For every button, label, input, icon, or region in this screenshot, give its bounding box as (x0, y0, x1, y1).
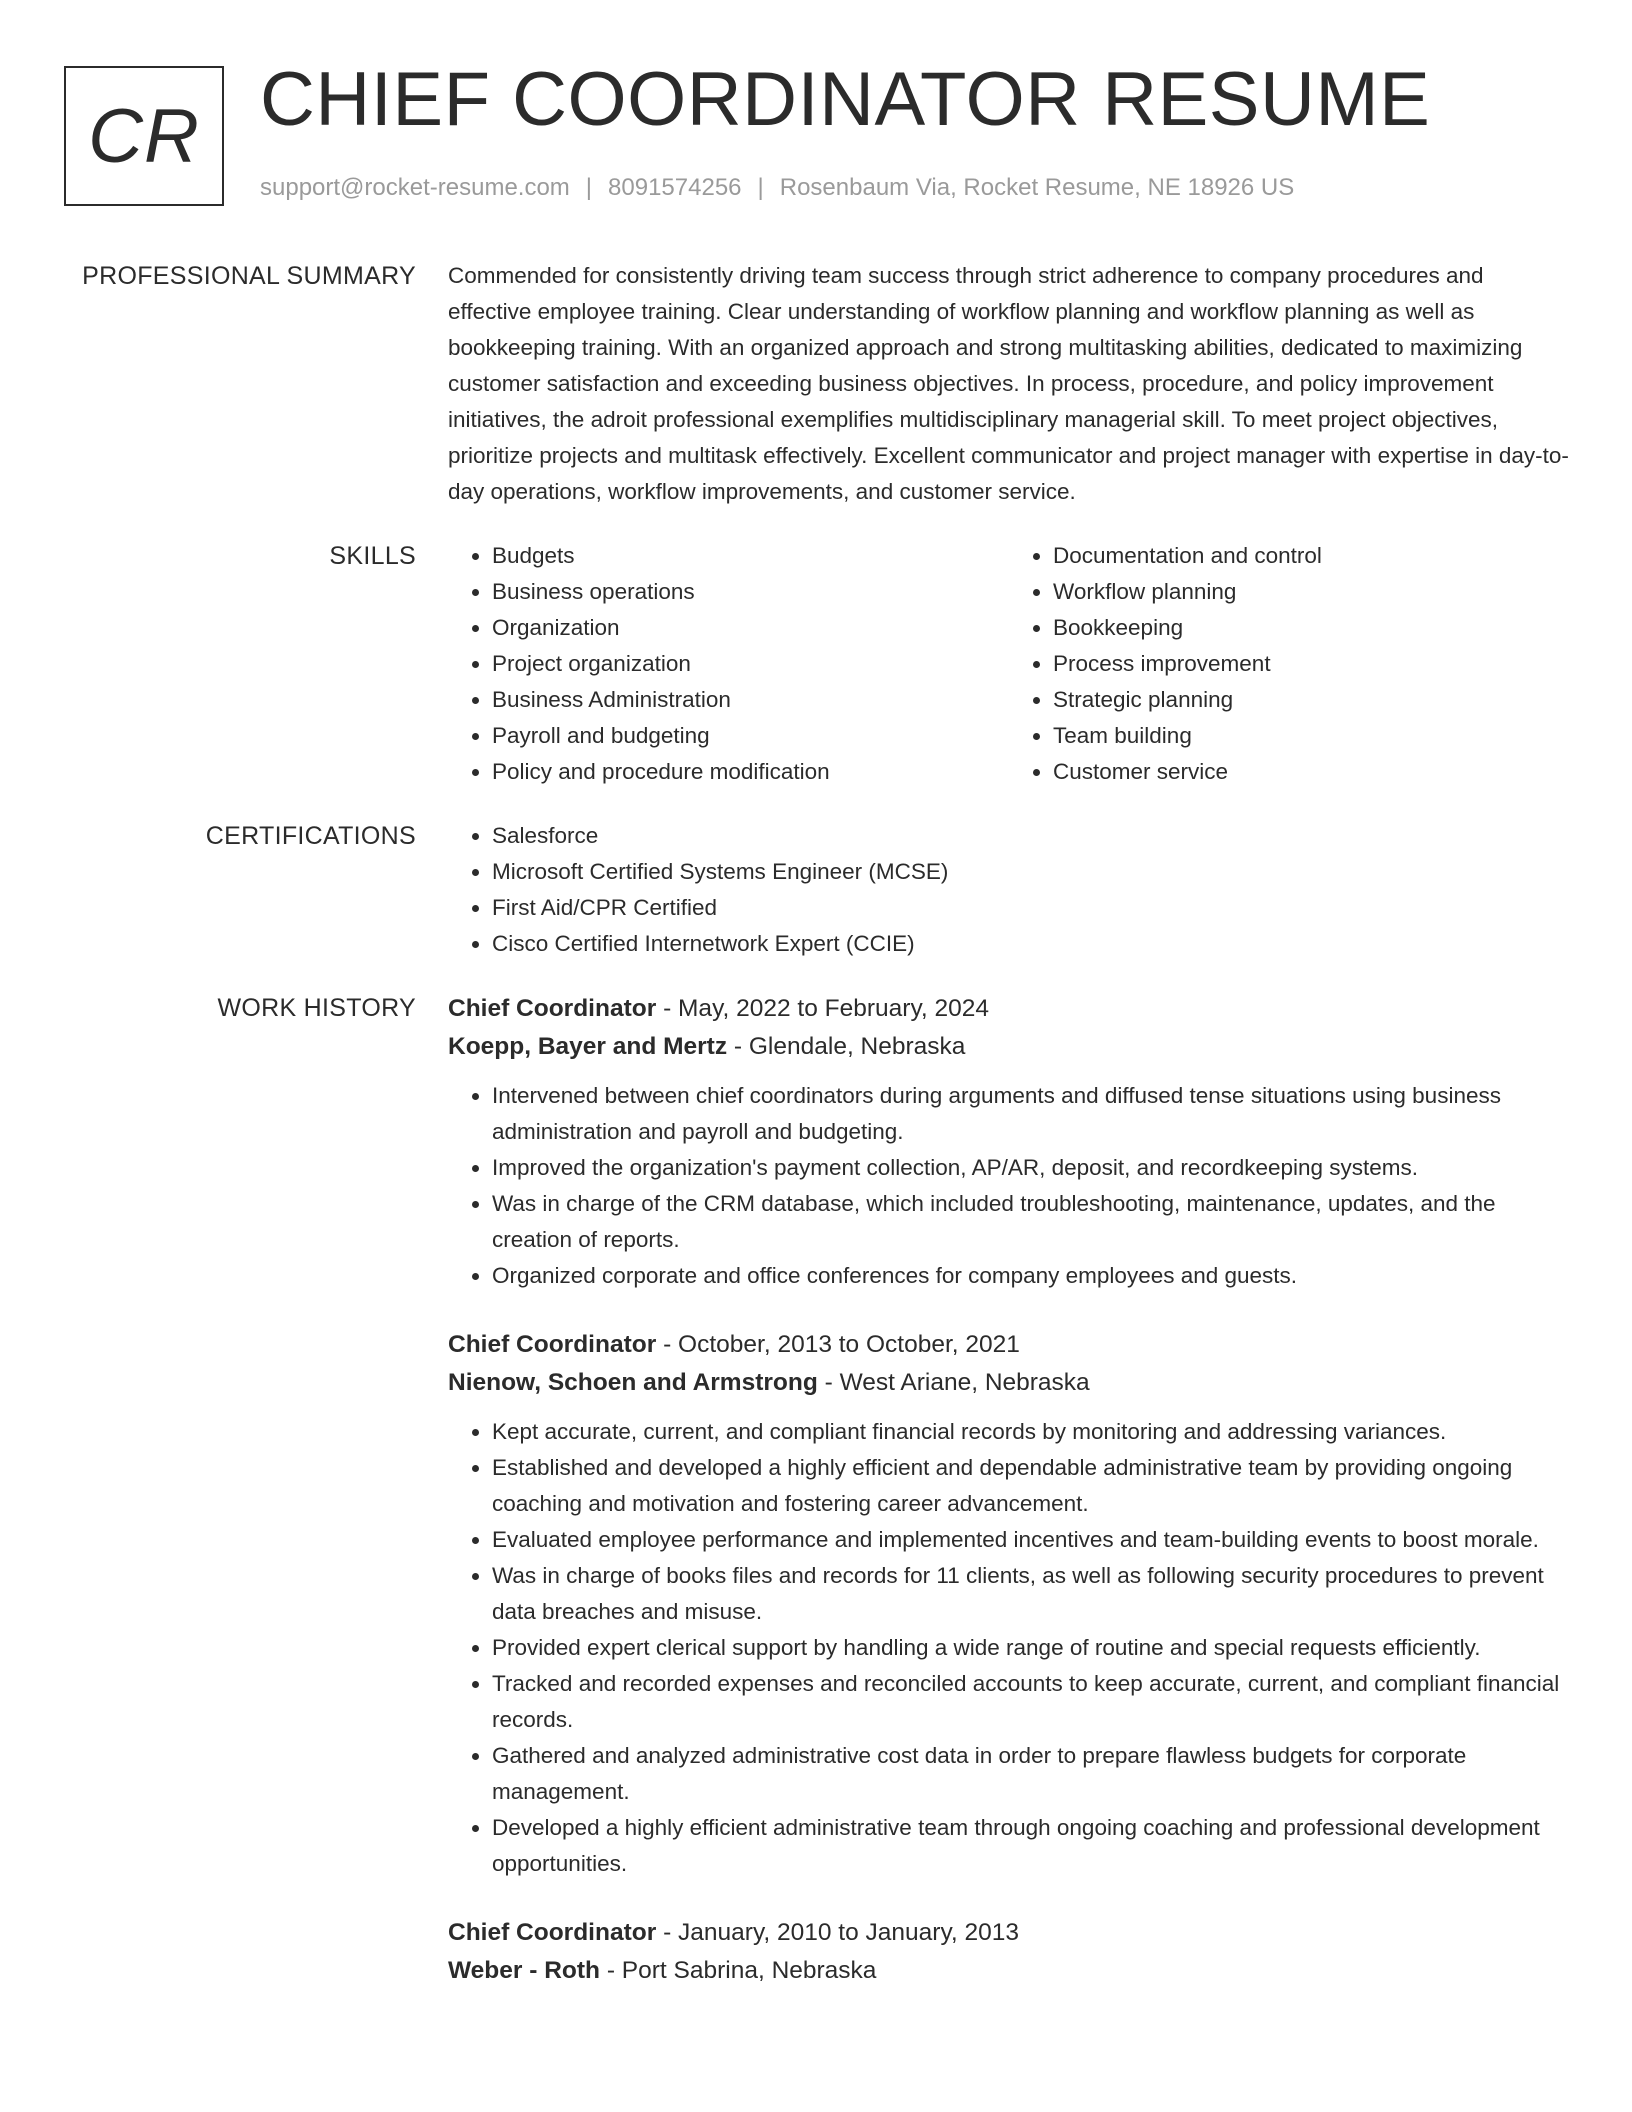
skill-item: • Payroll and budgeting (492, 718, 1009, 754)
job-bullet-list (448, 1078, 1570, 1294)
job-title: Chief Coordinator (448, 1331, 657, 1358)
job-dates: - May, 2022 to February, 2024 (663, 995, 989, 1022)
job-location: - Port Sabrina, Nebraska (606, 1957, 877, 1984)
job-entry (448, 990, 1570, 1294)
job-bullet: • Was in charge of the CRM database, which included troubleshooting, maintenance, updates, and the creation of reports. (492, 1186, 1570, 1258)
job-bullet-list (448, 1414, 1570, 1882)
job-title-line (448, 1326, 1570, 1364)
job-company-line (448, 1028, 1570, 1066)
skill-item: • Workflow planning (1053, 574, 1570, 610)
job-dates: - January, 2010 to January, 2013 (663, 1919, 1019, 1946)
skill-item: • Project organization (492, 646, 1009, 682)
section-label-certifications: CERTIFICATIONS (205, 822, 416, 850)
skill-item: • Business operations (492, 574, 1009, 610)
job-bullet: • Tracked and recorded expenses and reconciled accounts to keep accurate, current, and compliant financial records. (492, 1666, 1570, 1738)
job-location: - West Ariane, Nebraska (824, 1369, 1090, 1396)
job-bullet: • Intervened between chief coordinators during arguments and diffused tense situations using business administration and payroll and budgeting. (492, 1078, 1570, 1150)
section-label-summary: PROFESSIONAL SUMMARY (82, 262, 416, 290)
job-bullet: • Was in charge of books files and records for 11 clients, as well as following security procedures to prevent data breaches and misuse. (492, 1558, 1570, 1630)
job-entry (448, 1326, 1570, 1882)
work-history-body (448, 990, 1570, 1990)
section-label-work-history: WORK HISTORY (217, 994, 416, 1022)
job-bullet: • Kept accurate, current, and compliant financial records by monitoring and addressing variances. (492, 1414, 1570, 1450)
certification-item: • Microsoft Certified Systems Engineer (MCSE) (492, 854, 1570, 890)
skill-item: • Policy and procedure modification (492, 754, 1009, 790)
summary-section (0, 258, 1632, 510)
skill-item: • Customer service (1053, 754, 1570, 790)
job-bullet: • Evaluated employee performance and implemented incentives and team-building events to boost morale. (492, 1522, 1570, 1558)
contact-phone: 8091574256 (608, 174, 742, 201)
job-bullet: • Improved the organization's payment collection, AP/AR, deposit, and recordkeeping systems. (492, 1150, 1570, 1186)
job-title-line (448, 990, 1570, 1028)
work-history-section (0, 990, 1632, 1990)
skill-item: • Organization (492, 610, 1009, 646)
job-bullet: • Established and developed a highly efficient and dependable administrative team by providing ongoing coaching and motivation and fostering career advancement. (492, 1450, 1570, 1522)
skills-section (0, 538, 1632, 790)
skill-item: • Team building (1053, 718, 1570, 754)
certification-item: • Cisco Certified Internetwork Expert (CCIE) (492, 926, 1570, 962)
skill-item: • Business Administration (492, 682, 1009, 718)
certification-item: • First Aid/CPR Certified (492, 890, 1570, 926)
skill-item: • Documentation and control (1053, 538, 1570, 574)
contact-separator: | (757, 174, 764, 201)
summary-text: Commended for consistently driving team success through strict adherence to company procedures and effective employee training. Clear understanding of workflow planning and workflow planning as well as bookkeeping training. With an organized approach and strong multitasking abilities, dedicated to maximizing customer satisfaction and exceeding business objectives. In process, procedure, and policy improvement initiatives, the adroit professional exemplifies multidisciplinary managerial skill. To meet project objectives, prioritize projects and multitask effectively. Excellent communicator and project manager with expertise in day-to-day operations, workflow improvements, and customer service. (448, 263, 1569, 504)
contact-address: Rosenbaum Via, Rocket Resume, NE 18926 US (779, 174, 1295, 201)
contact-line (260, 174, 1294, 202)
job-location: - Glendale, Nebraska (733, 1033, 966, 1060)
resume-title: CHIEF COORDINATOR RESUME (260, 57, 1431, 142)
contact-email: support@rocket-resume.com (260, 174, 570, 201)
skills-body (448, 538, 1570, 790)
job-bullet: • Provided expert clerical support by handling a wide range of routine and special requests efficiently. (492, 1630, 1570, 1666)
summary-body (448, 258, 1570, 510)
skill-item: • Strategic planning (1053, 682, 1570, 718)
certifications-list (448, 818, 1570, 962)
monogram-logo: CR (64, 66, 224, 206)
job-title-line (448, 1914, 1570, 1952)
job-company: Weber - Roth (448, 1957, 600, 1984)
job-title: Chief Coordinator (448, 1919, 657, 1946)
job-company-line (448, 1952, 1570, 1990)
job-bullet: • Organized corporate and office conferences for company employees and guests. (492, 1258, 1570, 1294)
resume-content (0, 258, 1632, 2018)
skills-list-left (448, 538, 1009, 790)
job-bullet: • Gathered and analyzed administrative cost data in order to prepare flawless budgets for corporate management. (492, 1738, 1570, 1810)
section-label-skills: SKILLS (329, 542, 416, 570)
certification-item: • Salesforce (492, 818, 1570, 854)
job-company: Nienow, Schoen and Armstrong (448, 1369, 818, 1396)
certifications-section (0, 818, 1632, 962)
certifications-body (448, 818, 1570, 962)
skill-item: • Process improvement (1053, 646, 1570, 682)
contact-separator: | (585, 174, 593, 201)
job-dates: - October, 2013 to October, 2021 (663, 1331, 1020, 1358)
job-bullet: • Developed a highly efficient administrative team through ongoing coaching and professional development opportunities. (492, 1810, 1570, 1882)
job-entry (448, 1914, 1570, 1990)
skills-list-right (1009, 538, 1570, 790)
skill-item: • Budgets (492, 538, 1009, 574)
job-title: Chief Coordinator (448, 995, 657, 1022)
job-company: Koepp, Bayer and Mertz (448, 1033, 728, 1060)
skill-item: • Bookkeeping (1053, 610, 1570, 646)
job-company-line (448, 1364, 1570, 1402)
